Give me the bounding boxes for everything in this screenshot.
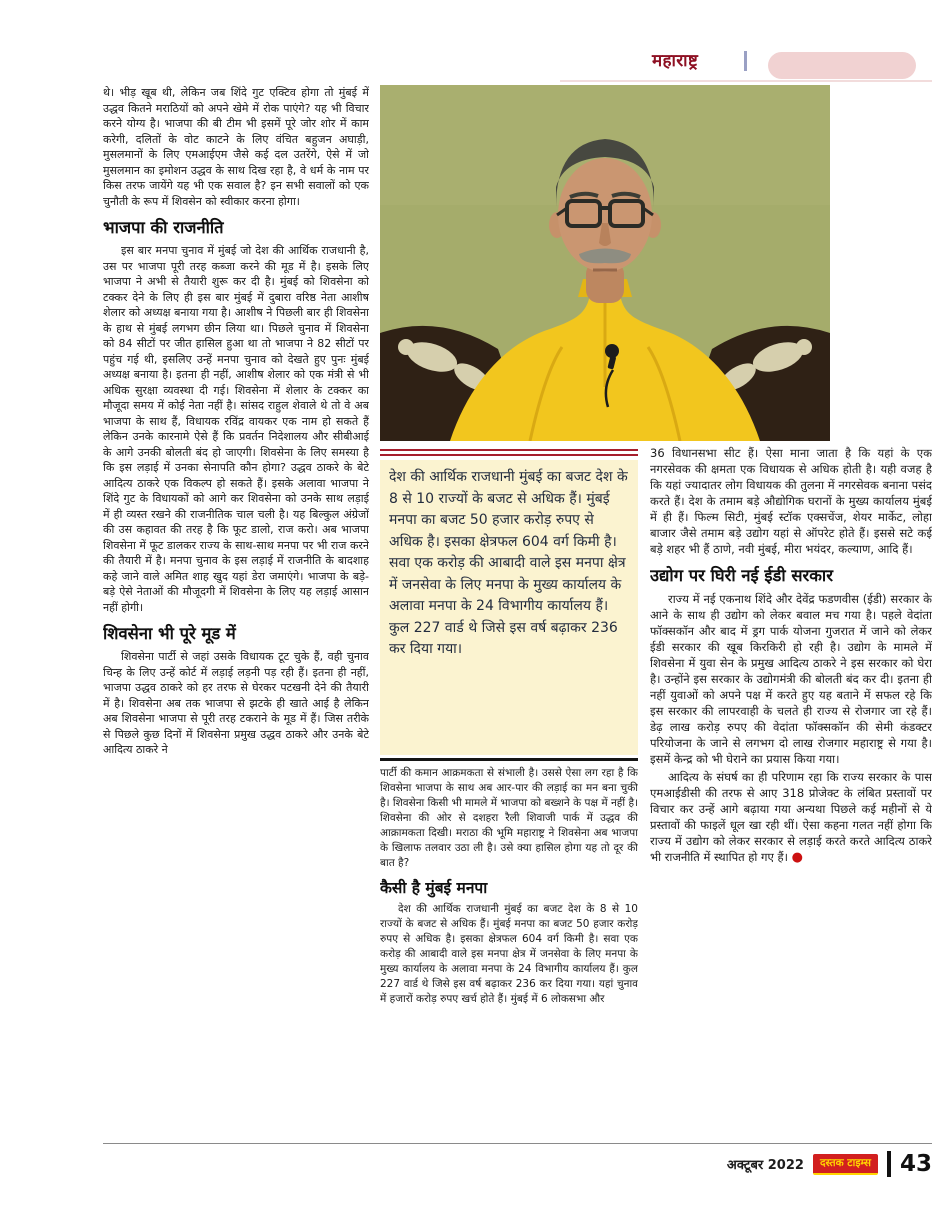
article-paragraph [650, 769, 932, 865]
section-title: महाराष्ट्र [652, 51, 699, 71]
subheading-ed-sarkar: उद्योग पर घिरी नई ईडी सरकार [650, 566, 833, 585]
black-rule [380, 758, 638, 761]
header-underline [560, 80, 932, 82]
article-paragraph-text: आदित्य के संघर्ष का ही परिणाम रहा कि राज्य सरकार के पास एमआईडीसी की तरफ से आए 318 प्रोजेक्ट के लंबित प्रस्तावों पर विचार कर उन्हें आगे बढ़ाया गया अन्यथा पिछले कई महीनों से ये प्रस्तावों की फाइलें धूल खा रही थीं। ऐसा कहना गलत नहीं होगा कि राज्य में उद्योग को लेकर सरकार से लड़ाई करते करते आदित्य ठाकरे भी राजनीति में स्थापित हो गए हैं। [650, 770, 932, 864]
article-paragraph: राज्य में नई एकनाथ शिंदे और देवेंद्र फडणवीस (ईडी) सरकार के आने के साथ ही उद्योग को लेकर बवाल मच गया है। पहले वेदांता फॉक्सकॉन और बाद में ड्रग पार्क योजना गुजरात में जाने को लेकर ईडी सरकार की खूब किरकिरी हो रही है। उद्योग के मामले में शिवसेना में युवा सेन के प्रमुख आदित्य ठाकरे ने इस सरकार को घेरा है। उन्होंने इस सरकार के उद्योगमंत्री की बोलती बंद कर दी। इतना ही नहीं युवाओं को अपने पक्ष में करते हुए यह बताने में सफल रहे कि इस सरकार की लापरवाही के चलते ही राज्य से रोजगार जा रहे हैं। डेढ़ लाख करोड़ रुपए की वेदांता फॉक्सकॉन की सेमी कंडक्टर परियोजना के जाने से लगभग दो लाख रोजगार महाराष्ट्र से गया है। इसमें केन्द्र को भी घेराने का प्रयास किया गया। [650, 592, 932, 766]
red-double-rule [380, 449, 638, 456]
issue-date: अक्टूबर 2022 [726, 1158, 804, 1173]
article-paragraph: पार्टी की कमान आक्रमकता से संभाली है। उससे ऐसा लग रहा है कि शिवसेना भाजपा के साथ अब आर-पार की लड़ाई का मन बना चुकी है। शिवसेना किसी भी मामले में भाजपा को बख्शने के पक्ष में नहीं है। शिवसेना की ओर से दशहरा रैली शिवाजी पार्क में उद्धव की आक्रामकता दिखी। मराठा की भूमि महाराष्ट्र ने शिवसेना अब भाजपा के खिलाफ तलवार उठा ली है। उसे क्या हासिल होगा यह तो दूर की बात है? [380, 767, 638, 869]
subheading-shivsena-mood: शिवसेना भी पूरे मूड में [103, 624, 236, 643]
header-separator [744, 51, 747, 71]
subheading-bjp-politics: भाजपा की राजनीति [103, 218, 224, 237]
portrait-illustration [380, 85, 830, 441]
footer-divider [887, 1151, 891, 1177]
uddhav-thackeray-photo [380, 85, 830, 441]
magazine-logo: दस्तक टाइम्स [813, 1154, 878, 1175]
article-paragraph: शिवसेना पार्टी से जहां उसके विधायक टूट चुके हैं, वही चुनाव चिन्ह के लिए उन्हें कोर्ट में लड़ाई लड़नी पड़ रही हैं। इतना ही नहीं, भाजपा उद्धव ठाकरे को हर तरफ से घेरकर पटखनी देने की तैयारी में है। शिवसेना अब तक भाजपा से झटके ही खाते आई है लेकिन अब शिवसेना भाजपा से पूरी तरह टकराने के मूड में हैं। जिस तरीके से पिछले कुछ दिनों में शिवसेना प्रमुख उद्धव ठाकरे और उनके बेटे आदित्य ठाकरे ने [103, 650, 369, 756]
article-paragraph: इस बार मनपा चुनाव में मुंबई जो देश की आर्थिक राजधानी है, उस पर भाजपा पूरी तरह कब्जा करने की मूड में है। इसके लिए भाजपा ने अभी से तैयारी शुरू कर दी है। मुंबई को शिवसेना को टक्कर देने के लिए ही इस बार मुंबई में दुबारा वरिष्ठ नेता आशीष शेलार को अध्यक्ष बनाया गया है। आशीष ने पिछली बार ही शिवसेना के हाथ से मुंबई लगभग छीन लिया था। पिछले चुनाव में शिवसेना को 84 सीटों पर जीत हासिल हुआ था तो भाजपा ने 82 सीटों पर पहुंच गई थी, इसलिए उन्हें मनपा चुनाव को देखते हुए पुनः मुंबई अध्यक्ष बनाया है। इतना ही नहीं, आशीष शेलार को एक मंत्री से भी अधिक सुरक्षा व्यवस्था दी गई। शिवसेना में शेलार के टक्कर का मौजूदा समय में कोई नेता नहीं है। सांसद राहुल शेवाले थे तो वे अब भाजपा के साथ हैं, विधायक रविंद्र वायकर एक नाम हो सकते हैं लेकिन उनके कारनामे ऐसे हैं कि प्रवर्तन निदेशालय और सीबीआई के आगे उनकी बोलती बंद हो जाएगी। शिवसेना के लिए समस्या है कि इस लड़ाई में उनका सेनापति कौन होगा? उद्धव ठाकरे के बेटे आदित्य ठाकरे एक विकल्प हो सकते हैं। इसके अलावा भाजपा ने शिंदे गुट के विधायकों को आगे कर शिवसेना को उनके साथ लड़ाई में ही व्यस्त रखने की राजनीतिक चाल चली है। यह बिल्कुल अंग्रेजों की उस कहावत की तरह है कि फूट डालो, राज करो। अब भाजपा शिवसेना में फूट डालकर राज्य के साथ-साथ मनपा पर भी राज करने की तैयारी में है। मनपा चुनाव के इस लड़ाई में राजनीति के बादशाह कहे जाने वाले अमित शाह खुद यहां डेरा जमाएंगे। भाजपा के बड़े-बड़े ऐसे नेताओं की मौजूदगी में शिवसेना के लिए यह लड़ाई आसान नहीं होगी। [103, 244, 369, 614]
subheading-mumbai-manpa: कैसी है मुंबई मनपा [380, 879, 488, 897]
header-pill-badge [768, 52, 916, 79]
page-number: 43 [899, 1151, 932, 1177]
article-paragraph: देश की आर्थिक राजधानी मुंबई का बजट देश के 8 से 10 राज्यों के बजट से अधिक हैं। मुंबई मनपा का बजट 50 हजार करोड़ रुपए से अधिक है। इसका क्षेत्रफल 604 वर्ग किमी है। सवा एक करोड़ की आबादी वाले इस मनपा क्षेत्र में जनसेवा के लिए मनपा के मुख्य कार्यालय के अलावा मनपा के 24 विभागीय कार्यालय हैं। कुल 227 वार्ड थे जिसे इस वर्ष बढ़ाकर 236 कर दिया गया। यहां चुनाव में हजारों करोड़ रुपए खर्च होते हैं। मुंबई में 6 लोकसभा और [380, 903, 638, 1005]
end-of-article-dot-icon: ● [791, 850, 804, 865]
highlight-box-text: देश की आर्थिक राजधानी मुंबई का बजट देश के 8 से 10 राज्यों के बजट से अधिक हैं। मुंबई मनपा का बजट 50 हजार करोड़ रुपए से अधिक है। इसका क्षेत्रफल 604 वर्ग किमी है। सवा एक करोड़ की आबादी वाले इस मनपा क्षेत्र में जनसेवा के लिए मनपा के मुख्य कार्यालय के अलावा मनपा के 24 विभागीय कार्यालय हैं। कुल 227 वार्ड थे जिसे इस वर्ष बढ़ाकर 236 कर दिया गया। [389, 469, 628, 657]
article-paragraph: थे। भीड़ खूब थी, लेकिन जब शिंदे गुट एक्टिव होगा तो मुंबई में उद्धव कितने मराठियों को अपने खेमे में रोक पाएंगे? यह भी विचार करने योग्य है। भाजपा की बी टीम भी इसमें पूरे जोर शोर में काम करेगी, दलितों के वोट काटने के लिए वंचित बहुजन अघाड़ी, मुसलमानों के लिए एमआईएम जैसे कई दल उतरेंगे, ऐसे में जो मुसलमान का इमोशन उद्धव के साथ दिख रहा है, वे धर्म के नाम पर किस तरफ जायेंगे यह भी एक सवाल है? इन सभी सवालों को एक चुनौती के रूप में शिवसेन को स्वीकार करना होगा। [103, 86, 369, 208]
left-column [103, 85, 369, 1142]
right-column [650, 445, 932, 1139]
middle-column [380, 766, 638, 1142]
footer [560, 1147, 932, 1181]
footer-rule [103, 1143, 932, 1144]
article-paragraph: 36 विधानसभा सीट हैं। ऐसा माना जाता है कि यहां के एक नगरसेवक की क्षमता एक विधायक से अधिक होती है। यही वजह है कि यहां ज्यादातर लोग विधायक की तुलना में नगरसेवक बनाना पसंद करते हैं। देश के तमाम बड़े औद्योगिक घरानों के मुख्य कार्यालय मुंबई में ही हैं। फिल्म सिटी, मुंबई स्टॉक एक्सचेंज, शेयर मार्केट, लोहा बाजार जैसे तमाम बड़े उद्योग यहां से ऑपरेट होते हैं। इससे सटे कई बड़े शहर भी हैं ठाणे, नवी मुंबई, मीरा भयंदर, कल्याण, आदि हैं। [650, 446, 932, 556]
facts-highlight-box [380, 460, 638, 755]
